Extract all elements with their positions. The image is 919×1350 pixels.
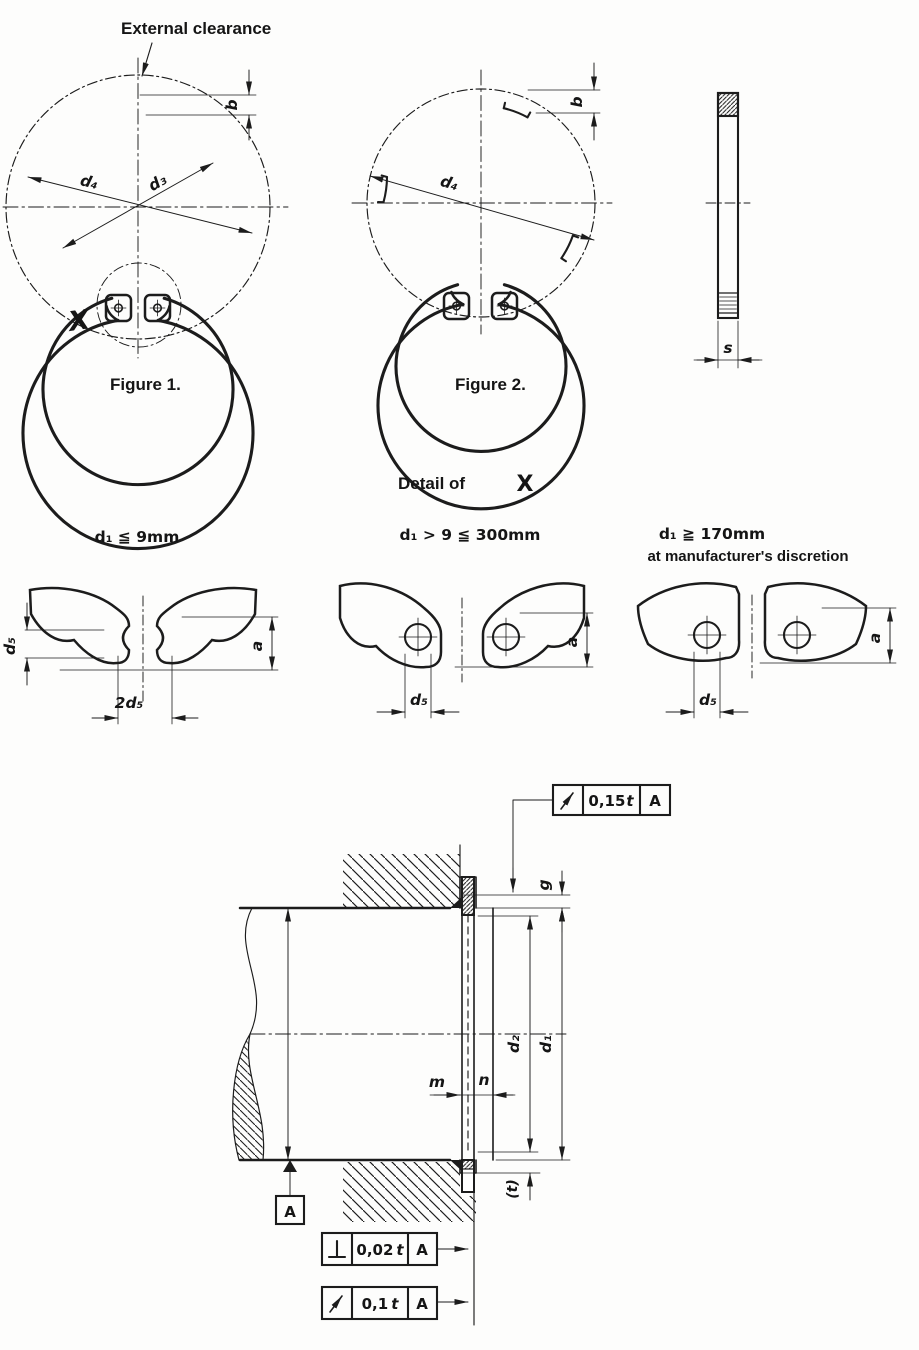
datum-label: A [284, 1203, 296, 1221]
detail-medium-d5-label: d₅ [410, 691, 428, 709]
detail-large-condition: d₁ ≧ 170mm [658, 525, 766, 543]
housing-lower-section [343, 1162, 476, 1222]
detail-heading-mark: X [516, 472, 534, 497]
detail-large-d5-label: d₅ [699, 691, 717, 709]
svg-text:0,02t [356, 1241, 404, 1259]
figure2-caption: Figure 2. [455, 375, 526, 394]
figure1-ring-view [3, 19, 288, 549]
frame-bottom-value: 0,1 [361, 1295, 389, 1313]
figure2-d4-label: d₄ [438, 172, 461, 195]
external-clearance-leader [142, 43, 152, 76]
frame-perp-value: 0,02 [356, 1241, 394, 1259]
figure2-ring-view [352, 63, 612, 509]
datum-triangle [283, 1160, 297, 1172]
figure1-detail-mark: X [66, 304, 92, 338]
detail-large-bore [638, 525, 896, 718]
break-lens-section [233, 1034, 264, 1160]
figure2-clearance-notches [378, 103, 578, 261]
frame-bottom-datum: A [416, 1295, 428, 1313]
frame-perp-suffix: t [396, 1241, 404, 1259]
t-label: (t) [505, 1179, 521, 1199]
detail-large-left-lug [638, 583, 739, 660]
svg-text:0,15t [588, 792, 634, 810]
frame-perp-datum: A [416, 1241, 428, 1259]
detail-small-right-lug [157, 588, 256, 663]
detail-heading: Detail of [398, 474, 466, 493]
external-clearance-label: External clearance [121, 19, 272, 38]
detail-medium-bore [340, 526, 593, 718]
figure1-detail-circle [97, 263, 181, 347]
ring-side-view [694, 93, 762, 368]
detail-small-left-lug [30, 588, 129, 663]
figure1-ring-outer-arc [23, 320, 253, 548]
detail-small-d5-label: d₅ [1, 637, 19, 655]
figure1-b-label: b [223, 99, 241, 111]
detail-small-bore [1, 528, 278, 724]
frame-top-value: 0,15 [588, 792, 626, 810]
figure1-d4-dimension [28, 177, 252, 233]
break-line [245, 908, 256, 1034]
side-view-body [718, 93, 738, 318]
svg-text:0,1t [362, 1295, 400, 1313]
housing-upper-section [343, 854, 460, 908]
figure1-caption: Figure 1. [110, 375, 181, 394]
detail-medium-condition: d₁ > 9 ≦ 300mm [399, 526, 541, 544]
frame-bottom-suffix: t [391, 1295, 399, 1313]
frame-perpendicularity [322, 1233, 468, 1265]
figure2-d4-dimension [370, 176, 594, 240]
perpendicularity-icon [329, 1241, 345, 1257]
installation-section [233, 785, 670, 1325]
frame-top-datum: A [649, 792, 661, 810]
s-label: s [723, 339, 733, 357]
m-label: m [428, 1073, 446, 1091]
n-label: n [478, 1071, 490, 1089]
side-view-hole-section [720, 297, 737, 309]
side-view-section-top [718, 93, 738, 116]
frame-runout-bottom [322, 1287, 468, 1319]
frame-top-suffix: t [626, 792, 634, 810]
d1-label: d₁ [537, 1035, 555, 1053]
figure1-d3-label: d₃ [145, 170, 170, 195]
ring-section-top [462, 877, 474, 915]
figure1-d4-label: d₄ [78, 171, 101, 194]
g-label: g [535, 879, 553, 891]
detail-large-right-lug [765, 583, 866, 660]
detail-medium-a-label: a [563, 636, 581, 648]
detail-large-a-label: a [866, 632, 884, 644]
detail-small-condition: d₁ ≦ 9mm [94, 528, 180, 546]
figure2-b-label: b [568, 96, 586, 108]
detail-large-note: at manufacturer's discretion [647, 548, 849, 565]
circular-runout-icon [561, 793, 573, 809]
frame-runout-top [513, 785, 670, 892]
circular-runout-icon [330, 1296, 342, 1312]
d2-label: d₂ [505, 1035, 523, 1053]
detail-small-a-label: a [248, 640, 266, 652]
detail-small-2d5-label: 2d₅ [114, 694, 144, 712]
